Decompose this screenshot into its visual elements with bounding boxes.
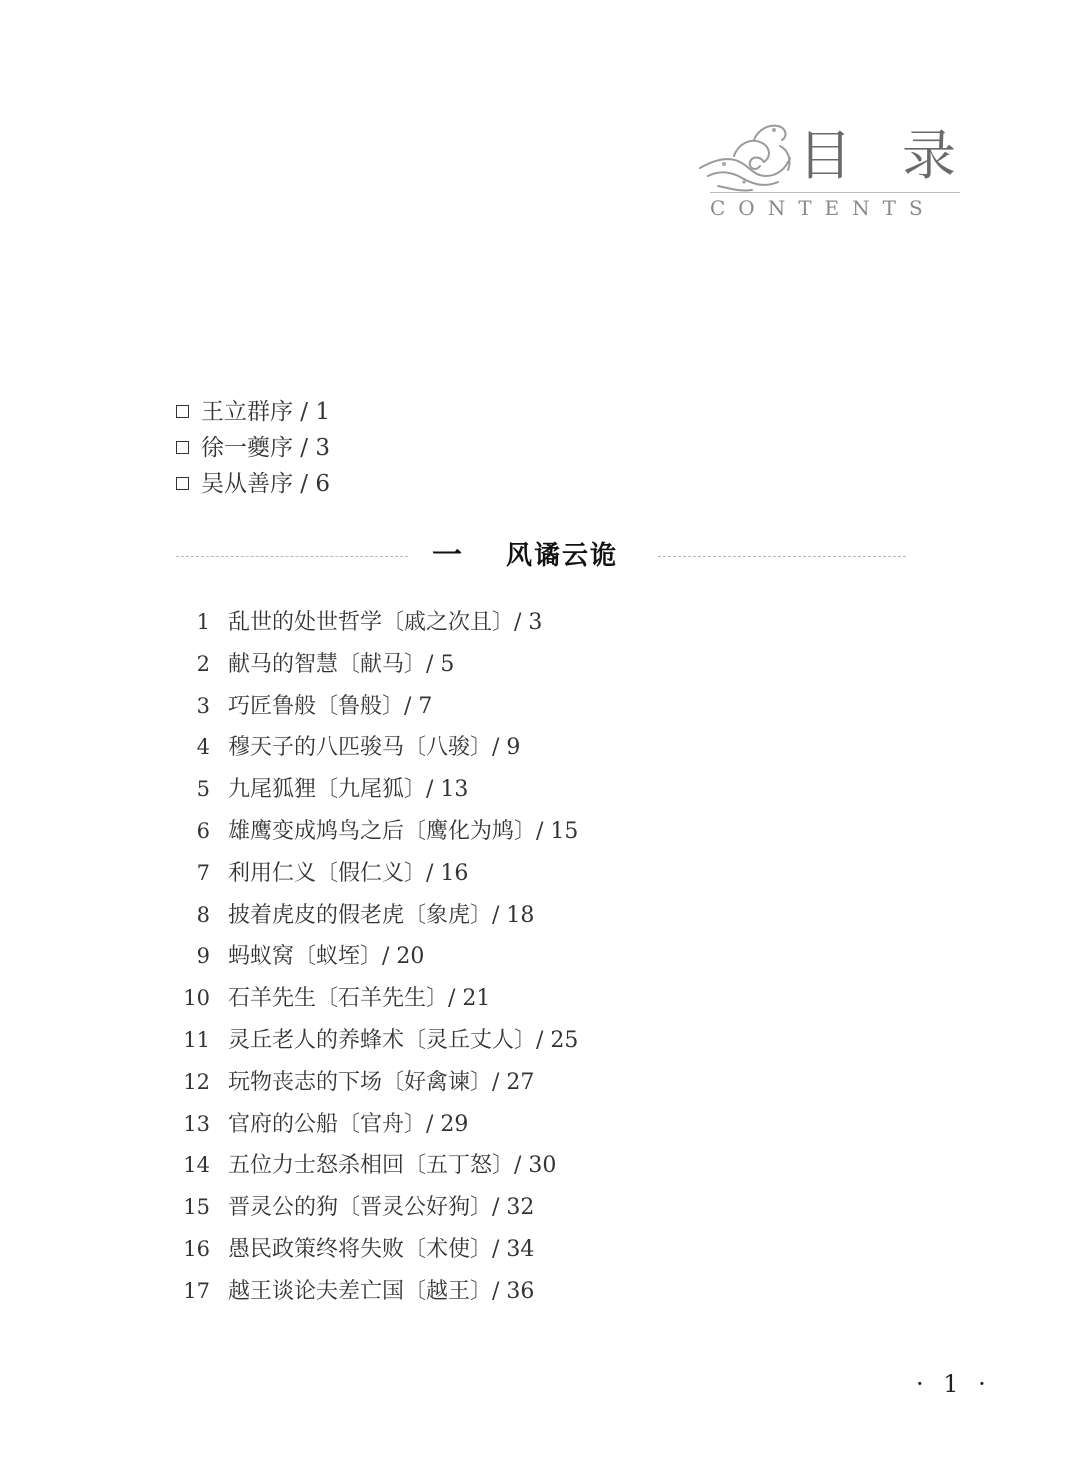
entry-title: 乱世的处世哲学〔戚之次且〕/ 3 — [228, 610, 543, 635]
title-char-lu: 录 — [902, 124, 956, 187]
entry-title: 披着虎皮的假老虎〔象虎〕/ 18 — [228, 902, 535, 928]
toc-entry[interactable] — [176, 977, 578, 1019]
square-bullet-icon — [176, 441, 189, 454]
entry-number: 13 — [183, 1111, 210, 1136]
entry-title: 穆天子的八匹骏马〔八骏〕/ 9 — [228, 735, 521, 761]
toc-entry-list — [176, 601, 578, 1312]
entry-title: 巧匠鲁般〔鲁般〕/ 7 — [228, 693, 433, 719]
entry-title: 石羊先生〔石羊先生〕/ 21 — [228, 986, 491, 1012]
section-title: 风谲云诡 — [506, 541, 619, 571]
toc-entry[interactable] — [176, 726, 578, 768]
entry-number: 7 — [196, 860, 210, 885]
entry-number: 12 — [183, 1069, 210, 1094]
square-bullet-icon — [176, 477, 189, 490]
toc-entry[interactable] — [176, 894, 578, 936]
entry-number: 16 — [183, 1236, 210, 1261]
toc-entry[interactable] — [176, 810, 578, 852]
preface-item[interactable] — [176, 394, 330, 430]
entry-title: 灵丘老人的养蜂术〔灵丘丈人〕/ 25 — [228, 1027, 579, 1053]
entry-title: 雄鹰变成鸠鸟之后〔鹰化为鸠〕/ 15 — [228, 818, 579, 844]
entry-title: 玩物丧志的下场〔好禽谏〕/ 27 — [228, 1069, 535, 1095]
toc-entry[interactable] — [176, 768, 578, 810]
preface-text: 徐一夔序 / 3 — [201, 435, 331, 461]
entry-title: 九尾狐狸〔九尾狐〕/ 13 — [228, 777, 469, 803]
entry-number: 2 — [196, 651, 210, 676]
section-number: 一 — [432, 538, 462, 573]
entry-number: 8 — [196, 902, 210, 927]
entry-title: 愚民政策终将失败〔术使〕/ 34 — [228, 1236, 535, 1262]
page-number: · 1 · — [916, 1370, 992, 1398]
toc-entry[interactable] — [176, 685, 578, 727]
toc-entry[interactable] — [176, 1019, 578, 1061]
toc-entry[interactable] — [176, 643, 578, 685]
toc-entry[interactable] — [176, 1061, 578, 1103]
entry-title: 五位力士怒杀相回〔五丁怒〕/ 30 — [228, 1153, 557, 1179]
entry-number: 5 — [196, 777, 210, 802]
entry-number: 10 — [183, 986, 210, 1011]
entry-title: 蚂蚁窝〔蚁垤〕/ 20 — [228, 944, 425, 970]
preface-list — [176, 394, 330, 502]
toc-header — [690, 108, 970, 228]
toc-entry[interactable] — [176, 1228, 578, 1270]
entry-number: 11 — [183, 1027, 210, 1052]
entry-number: 3 — [196, 693, 210, 718]
preface-item[interactable] — [176, 466, 330, 502]
entry-number: 1 — [196, 610, 210, 634]
header-rule — [710, 192, 960, 193]
entry-number: 4 — [196, 735, 210, 760]
toc-entry[interactable] — [176, 601, 578, 643]
dashed-divider-right — [658, 556, 906, 557]
entry-title: 利用仁义〔假仁义〕/ 16 — [228, 860, 469, 886]
title-english: CONTENTS — [710, 196, 936, 220]
entry-title: 官府的公船〔官舟〕/ 29 — [228, 1111, 469, 1137]
title-char-mu: 目 — [798, 124, 852, 187]
toc-entry[interactable] — [176, 1103, 578, 1145]
toc-entry[interactable] — [176, 852, 578, 894]
toc-entry[interactable] — [176, 1186, 578, 1228]
toc-entry[interactable] — [176, 935, 578, 977]
preface-item[interactable] — [176, 430, 330, 466]
section-header — [176, 536, 906, 576]
entry-title: 晋灵公的狗〔晋灵公好狗〕/ 32 — [228, 1195, 535, 1221]
toc-entry[interactable] — [176, 1270, 578, 1312]
entry-title: 献马的智慧〔献马〕/ 5 — [228, 651, 455, 677]
preface-text: 吴从善序 / 6 — [201, 471, 331, 497]
square-bullet-icon — [176, 405, 189, 418]
dragon-ornament-icon — [694, 116, 798, 200]
entry-title: 越王谈论夫差亡国〔越王〕/ 36 — [228, 1278, 535, 1304]
entry-number: 15 — [183, 1195, 210, 1220]
entry-number: 14 — [183, 1153, 210, 1178]
entry-number: 17 — [183, 1278, 210, 1303]
entry-number: 9 — [196, 944, 210, 969]
dashed-divider-left — [176, 556, 408, 557]
preface-text: 王立群序 / 1 — [201, 399, 331, 425]
toc-entry[interactable] — [176, 1144, 578, 1186]
entry-number: 6 — [196, 818, 210, 843]
